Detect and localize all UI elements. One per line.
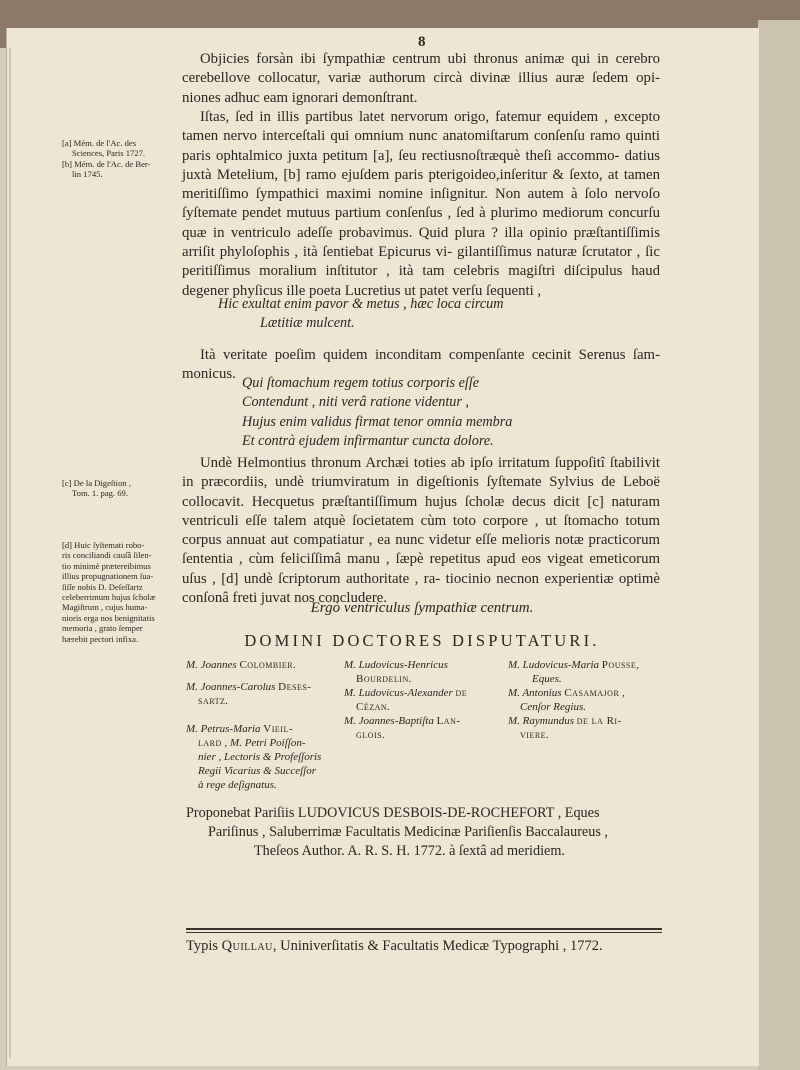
doctor-line: à rege deſignatus.: [198, 779, 277, 791]
margin-rule: [9, 48, 11, 1058]
doctor-line: Cézan.: [356, 701, 390, 713]
doctor-line: Regii Vicarius & Succeſſor: [198, 765, 317, 777]
printer-rule: [186, 928, 662, 930]
margin-note-c: [62, 478, 174, 499]
printer-rule-thin: [186, 932, 662, 933]
doctor-line: Bourdelin.: [356, 673, 412, 685]
margin-note-line: celeberrimum hujus ſcholæ: [62, 592, 156, 603]
printer-imprint: Typis Quillau, Uniniverſitatis & Facultatis Medicæ Typographi , 1772.: [186, 938, 603, 954]
doctor-line: Eques.: [532, 673, 562, 685]
doctors-column-2: [344, 658, 508, 742]
doctor-line: lard , M. Petri Poiſſon-: [198, 737, 306, 749]
verse-line: Hujus enim validus firmat tenor omnia membra: [242, 413, 513, 430]
author-line: Theſeos Author. A. R. S. H. 1772. à ſextâ ad meridiem.: [254, 843, 565, 859]
margin-note-line: [a] Mém. de l'Ac. des: [62, 138, 137, 148]
paragraph-1: [182, 50, 660, 108]
margin-note-line: nioris erga nos benignitatis: [62, 612, 155, 623]
margin-note-line: illius propugnationem ſua-: [62, 571, 154, 582]
doctor-line: viere.: [520, 729, 549, 741]
margin-note-line: tio minimè prætereibimus: [62, 560, 151, 571]
doctor-line: M. Petrus-Maria Vieil-: [186, 723, 294, 735]
paragraph-2-text: Iſtas, ſed in illis partibus latet nervorum origo, fatemur equidem , excepto tamen nervo interceſtali qui omnium nunc anatomiſtarum conſenſu ramo quinti paris ophtalmico juxta petitum [a], ſeu rectiusnoſtræquè theſi accommo- datius juxtà Metelium, [b] ramo ejuſdem paris pterigoideo,inſeritur & ſexto, at tamen meritiſſimo ſympathici maximi nomine inſignitur. Non autem à ſolo nervoſo ſyſtemate pendet mutuus partium conſenſus , ſed à plurimo mediorum concurſu quæ in ventriculo adeſſe probavimus. Quid plura ? illa opinio præſtantiſſimis arriſit phyloſophis , ità ſentiebat Epicurus vi- gilantiſſimus naturæ ſcrutator , ſic peritiſſimus moralium inſtitutor , ità tam celebris magiſtri diſcipulus haud degener phyſicus ille poeta Lucretius ut patet verſu ſequenti ,: [182, 109, 661, 299]
verse-line: Hic exultat enim pavor & metus , hæc loca circum: [218, 296, 504, 312]
doctor-line: nier , Lectoris & Profeſſoris: [198, 751, 322, 763]
paragraph-3-text: Ità veritate poeſim quidem inconditam compenſante cecinit Serenus ſam- monicus.: [182, 347, 660, 383]
margin-note-line: memoria , grato ſemper: [62, 623, 143, 634]
margin-note-line: Sciences, Paris 1727.: [72, 148, 146, 159]
margin-note-line: lin 1745.: [72, 169, 103, 180]
margin-note-line: [b] Mém. de l'Ac. de Ber-: [62, 158, 151, 169]
doctor-line: M. Antonius Casamajor ,: [508, 687, 625, 699]
doctor-line: glois.: [356, 729, 385, 741]
doctors-column-3: [508, 658, 666, 742]
verse-line: Qui ſtomachum regem totius corporis eſſe: [242, 375, 480, 391]
doctor-line: sartz.: [198, 695, 229, 707]
margin-note-line: Tom. 1. pag. 69.: [72, 488, 128, 499]
doctor-line: M. Joannes-Carolus Deses-: [186, 681, 312, 693]
doctor-line: M. Ludovicus-Maria Pousse,: [508, 659, 640, 671]
conclusion: Ergò ventriculus ſympathiæ centrum.: [310, 600, 534, 616]
margin-note-a-b: [62, 138, 174, 180]
doctors-heading: DOMINI DOCTORES DISPUTATURI.: [244, 631, 600, 650]
doctor-line: M. Raymundus de la Ri-: [508, 715, 622, 727]
verse-lucretius: [218, 295, 504, 334]
margin-note-line: ſiſſe nobis D. Deſeſſartz: [62, 581, 143, 592]
doctor-line: M. Joannes Colombier.: [186, 659, 296, 671]
author-line: Proponebat Pariſiis LUDOVICUS DESBOIS-DE-ROCHEFORT , Eques: [186, 805, 600, 821]
author-statement: [186, 804, 662, 861]
paragraph-2: [182, 108, 660, 301]
doctor-line: M. Ludovicus-Henricus: [344, 659, 448, 671]
doctor-line: Cenſor Regius.: [520, 701, 586, 713]
verse-serenus: [242, 374, 512, 451]
author-line: Pariſinus , Saluberrimæ Facultatis Medicinæ Pariſienſis Baccalaureus ,: [208, 824, 608, 840]
margin-note-line: [d] Huic ſyſtemati robo-: [62, 540, 145, 550]
paragraph-4: [182, 454, 660, 608]
margin-note-d: [62, 540, 174, 644]
page-number: 8: [418, 34, 426, 50]
verse-line: Contendunt , niti verâ ratione videntur ,: [242, 394, 469, 411]
margin-note-line: [c] De la Digeſtion ,: [62, 478, 131, 488]
verse-line: Lætitiæ mulcent.: [260, 315, 355, 332]
doctors-column-1: [186, 658, 344, 792]
doctor-line: M. Ludovicus-Alexander de: [344, 687, 468, 699]
paragraph-1-text: Objicies forsàn ibi ſympathiæ centrum ubi thronus animæ qui in cerebro cerebellove collocatur, variæ authorum circà divinæ illius auræ ſedem opi- niones adhuc eam ignorari demonſtrant.: [182, 51, 660, 106]
margin-note-line: hærebit pectori infixa.: [62, 633, 139, 644]
doctor-line: M. Joannes-Baptiſta Lan-: [344, 715, 461, 727]
verse-line: Et contrà ejudem infirmantur cuncta dolore.: [242, 432, 494, 449]
paragraph-4-text: Undè Helmontius thronum Archæi toties ab ipſo irritatum ſuppoſitî ſtabilivit in præcordiis, undè triumviratum in digeſtionis ſyſtemate Sylvius de Leboë collocavit. Hecquetus præſtantiſſimum hujus ſcholæ decus dicit [c] naturam ventriculi eſſe talem atquè ſocietatem cùm toto corpore , ut ſtomacho totum corpus annuat aut compatiatur , ea nunc videtur eſſe melioris notæ practicorum ſententia , cùm feliciſſimâ manu , ſæpè repetitus apud eos vigeat emeticorum uſus , [d] undè ſcriptorum authoritate , ra- tiocinio necnon experientiæ optimè conſonâ freti juvat nos concludere.: [182, 455, 661, 607]
page-edge: [758, 20, 800, 1070]
margin-note-line: ris conciliandi cauſâ ſilen-: [62, 550, 152, 561]
margin-note-line: Magiſtrum , cujus huma-: [62, 602, 148, 613]
